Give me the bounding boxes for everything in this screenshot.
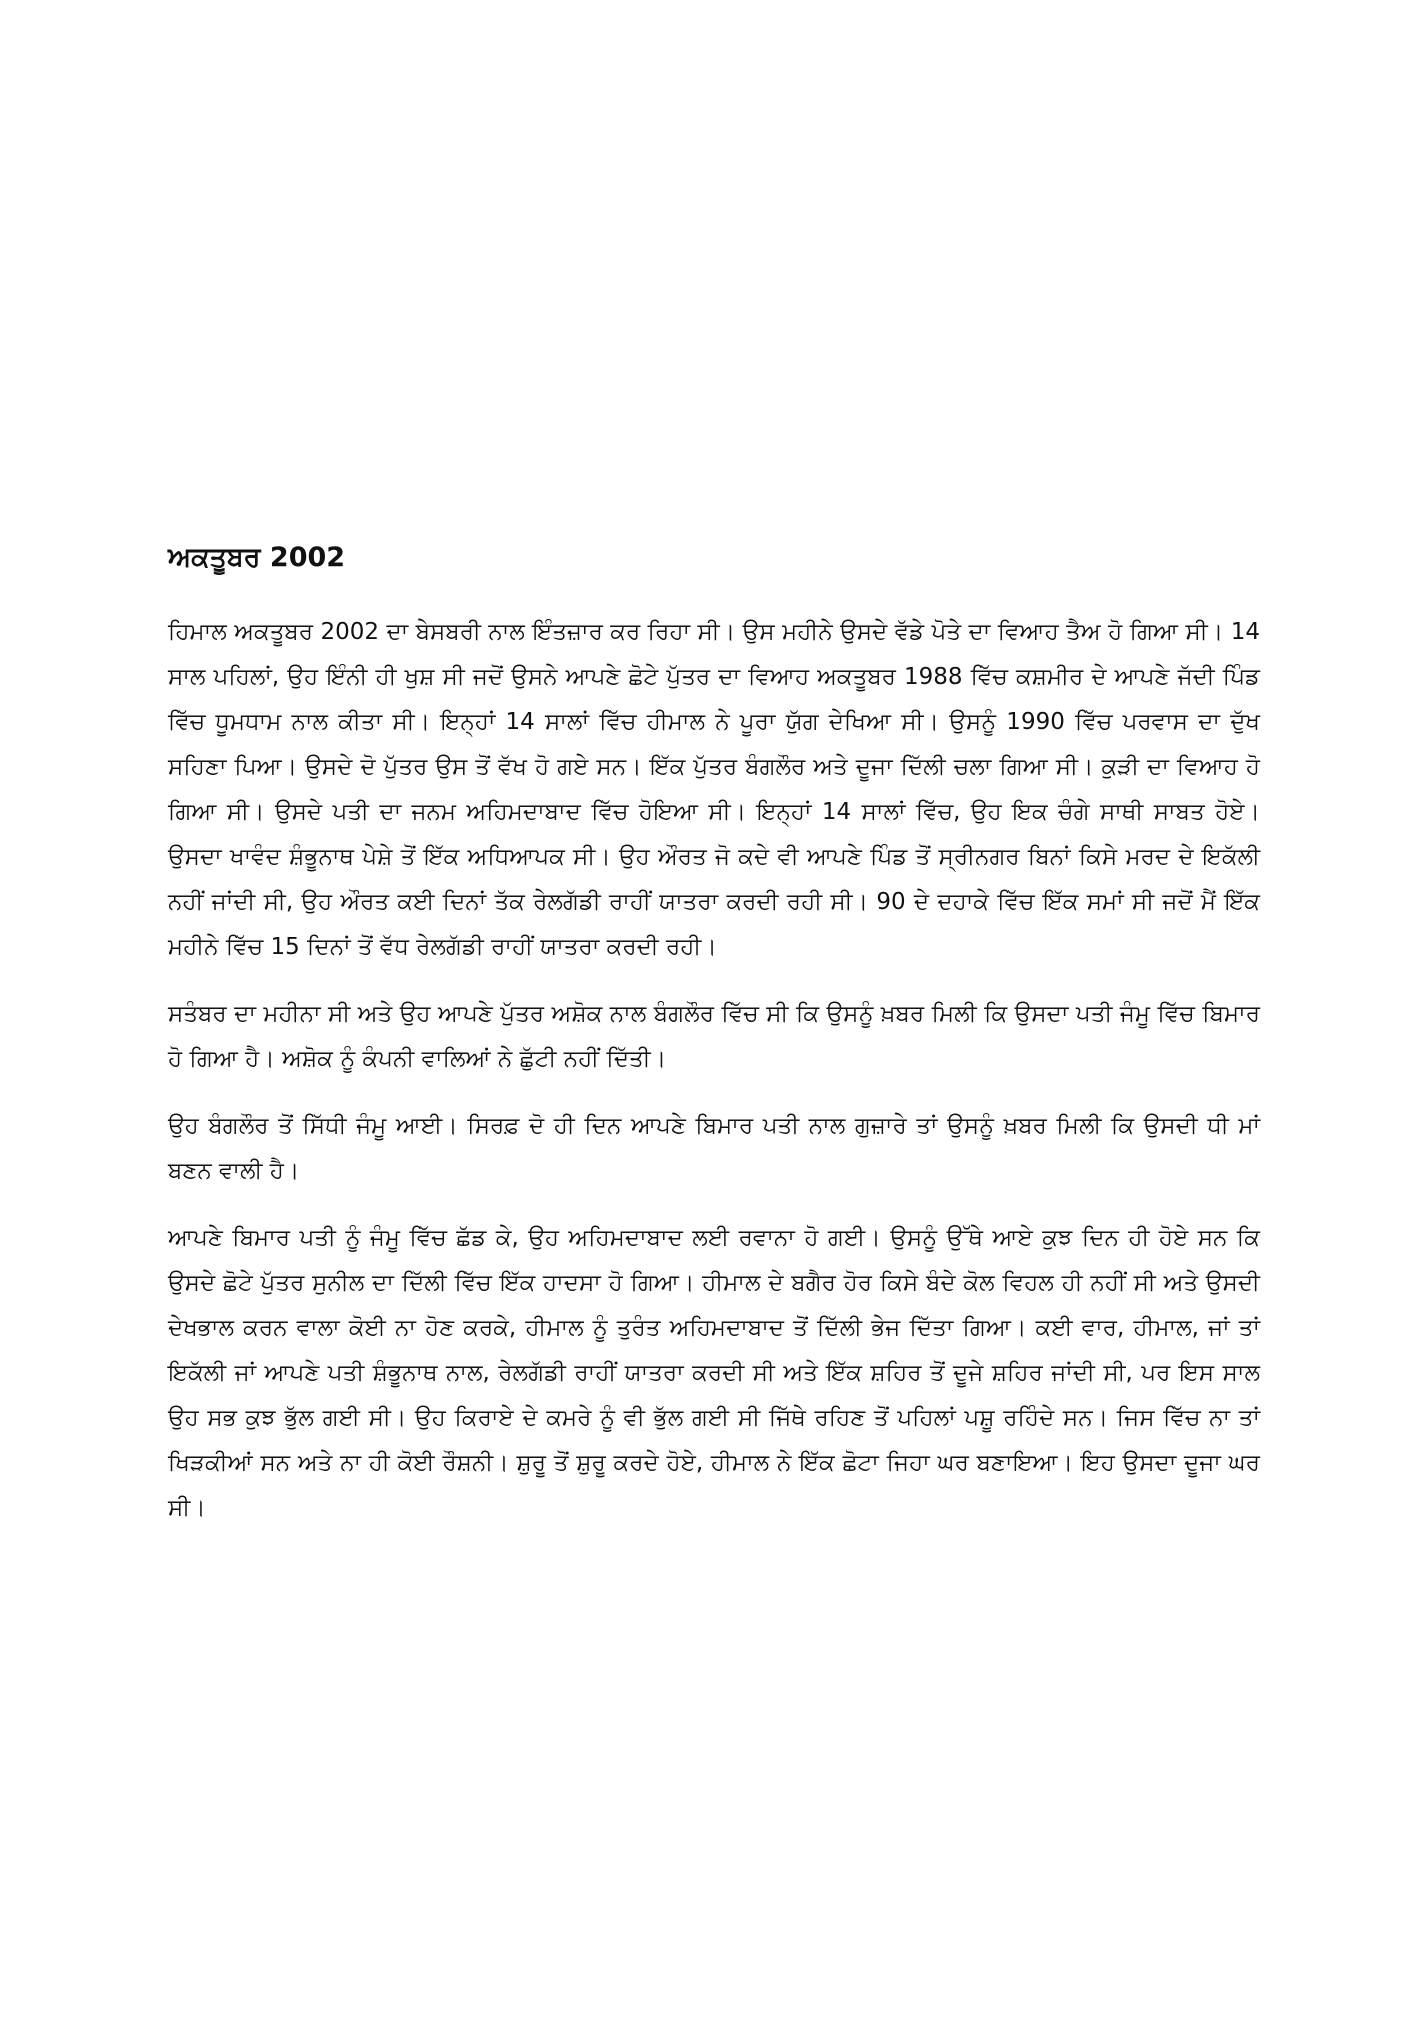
paragraph-2: ਸਤੰਬਰ ਦਾ ਮਹੀਨਾ ਸੀ ਅਤੇ ਉਹ ਆਪਣੇ ਪੁੱਤਰ ਅਸ਼ੋਕ ਨਾਲ ਬੰਗਲੌਰ ਵਿੱਚ ਸੀ ਕਿ ਉਸਨੂੰ ਖ਼ਬਰ ਮਿਲੀ ਕਿ ਉਸਦਾ ਪਤੀ ਜੰਮੂ ਵਿੱਚ ਬਿਮਾਰ ਹੋ ਗਿਆ ਹੈ। ਅਸ਼ੋਕ ਨੂੰ ਕੰਪਨੀ ਵਾਲਿਆਂ ਨੇ ਛੁੱਟੀ ਨਹੀਂ ਦਿੱਤੀ। [168,1001,1260,1072]
paragraph-4: ਆਪਣੇ ਬਿਮਾਰ ਪਤੀ ਨੂੰ ਜੰਮੂ ਵਿੱਚ ਛੱਡ ਕੇ, ਉਹ ਅਹਿਮਦਾਬਾਦ ਲਈ ਰਵਾਨਾ ਹੋ ਗਈ। ਉਸਨੂੰ ਉੱਥੇ ਆਏ ਕੁਝ ਦਿਨ ਹੀ ਹੋਏ ਸਨ ਕਿ ਉਸਦੇ ਛੋਟੇ ਪੁੱਤਰ ਸੁਨੀਲ ਦਾ ਦਿੱਲੀ ਵਿੱਚ ਇੱਕ ਹਾਦਸਾ ਹੋ ਗਿਆ। ਹੀਮਾਲ ਦੇ ਬਗੈਰ ਹੋਰ ਕਿਸੇ ਬੰਦੇ ਕੋਲ ਵਿਹਲ ਹੀ ਨਹੀਂ ਸੀ ਅਤੇ ਉਸਦੀ ਦੇਖਭਾਲ ਕਰਨ ਵਾਲਾ ਕੋਈ ਨਾ ਹੋਣ ਕਰਕੇ, ਹੀਮਾਲ ਨੂੰ ਤੁਰੰਤ ਅਹਿਮਦਾਬਾਦ ਤੋਂ ਦਿੱਲੀ ਭੇਜ ਦਿੱਤਾ ਗਿਆ। ਕਈ ਵਾਰ, ਹੀਮਾਲ, ਜਾਂ ਤਾਂ ਇਕੱਲੀ ਜਾਂ ਆਪਣੇ ਪਤੀ ਸ਼ੰਭੂਨਾਥ ਨਾਲ, ਰੇਲਗੱਡੀ ਰਾਹੀਂ ਯਾਤਰਾ ਕਰਦੀ ਸੀ ਅਤੇ ਇੱਕ ਸ਼ਹਿਰ ਤੋਂ ਦੂਜੇ ਸ਼ਹਿਰ ਜਾਂਦੀ ਸੀ, ਪਰ ਇਸ ਸਾਲ ਉਹ ਸਭ ਕੁਝ ਭੁੱਲ ਗਈ ਸੀ। ਉਹ ਕਿਰਾਏ ਦੇ ਕਮਰੇ ਨੂੰ ਵੀ ਭੁੱਲ ਗਈ ਸੀ ਜਿੱਥੇ ਰਹਿਣ ਤੋਂ ਪਹਿਲਾਂ ਪਸ਼ੂ ਰਹਿੰਦੇ ਸਨ। ਜਿਸ ਵਿੱਚ ਨਾ ਤਾਂ ਖਿੜਕੀਆਂ ਸਨ ਅਤੇ ਨਾ ਹੀ ਕੋਈ ਰੌਸ਼ਨੀ। ਸ਼ੁਰੂ ਤੋਂ ਸ਼ੁਰੂ ਕਰਦੇ ਹੋਏ, ਹੀਮਾਲ ਨੇ ਇੱਕ ਛੋਟਾ ਜਿਹਾ ਘਰ ਬਣਾਇਆ। ਇਹ ਉਸਦਾ ਦੂਜਾ ਘਰ ਸੀ। [168,1225,1260,1521]
paragraph-3: ਉਹ ਬੰਗਲੌਰ ਤੋਂ ਸਿੱਧੀ ਜੰਮੂ ਆਈ। ਸਿਰਫ਼ ਦੋ ਹੀ ਦਿਨ ਆਪਣੇ ਬਿਮਾਰ ਪਤੀ ਨਾਲ ਗੁਜ਼ਾਰੇ ਤਾਂ ਉਸਨੂੰ ਖ਼ਬਰ ਮਿਲੀ ਕਿ ਉਸਦੀ ਧੀ ਮਾਂ ਬਣਨ ਵਾਲੀ ਹੈ। [168,1113,1260,1184]
chapter-heading: ਅਕਤੂਬਰ 2002 [168,542,346,573]
document-body [168,538,1260,1553]
paragraph-1: ਹਿਮਾਲ ਅਕਤੂਬਰ 2002 ਦਾ ਬੇਸਬਰੀ ਨਾਲ ਇੰਤਜ਼ਾਰ ਕਰ ਰਿਹਾ ਸੀ। ਉਸ ਮਹੀਨੇ ਉਸਦੇ ਵੱਡੇ ਪੋਤੇ ਦਾ ਵਿਆਹ ਤੈਅ ਹੋ ਗਿਆ ਸੀ। 14 ਸਾਲ ਪਹਿਲਾਂ, ਉਹ ਇੰਨੀ ਹੀ ਖੁਸ਼ ਸੀ ਜਦੋਂ ਉਸਨੇ ਆਪਣੇ ਛੋਟੇ ਪੁੱਤਰ ਦਾ ਵਿਆਹ ਅਕਤੂਬਰ 1988 ਵਿੱਚ ਕਸ਼ਮੀਰ ਦੇ ਆਪਣੇ ਜੱਦੀ ਪਿੰਡ ਵਿੱਚ ਧੂਮਧਾਮ ਨਾਲ ਕੀਤਾ ਸੀ। ਇਨ੍ਹਾਂ 14 ਸਾਲਾਂ ਵਿੱਚ ਹੀਮਾਲ ਨੇ ਪੂਰਾ ਯੁੱਗ ਦੇਖਿਆ ਸੀ। ਉਸਨੂੰ 1990 ਵਿੱਚ ਪਰਵਾਸ ਦਾ ਦੁੱਖ ਸਹਿਣਾ ਪਿਆ। ਉਸਦੇ ਦੋ ਪੁੱਤਰ ਉਸ ਤੋਂ ਵੱਖ ਹੋ ਗਏ ਸਨ। ਇੱਕ ਪੁੱਤਰ ਬੰਗਲੌਰ ਅਤੇ ਦੂਜਾ ਦਿੱਲੀ ਚਲਾ ਗਿਆ ਸੀ। ਕੁੜੀ ਦਾ ਵਿਆਹ ਹੋ ਗਿਆ ਸੀ। ਉਸਦੇ ਪਤੀ ਦਾ ਜਨਮ ਅਹਿਮਦਾਬਾਦ ਵਿੱਚ ਹੋਇਆ ਸੀ। ਇਨ੍ਹਾਂ 14 ਸਾਲਾਂ ਵਿੱਚ, ਉਹ ਇਕ ਚੰਗੇ ਸਾਥੀ ਸਾਬਤ ਹੋਏ। ਉਸਦਾ ਖਾਵੰਦ ਸ਼ੰਭੂਨਾਥ ਪੇਸ਼ੇ ਤੋਂ ਇੱਕ ਅਧਿਆਪਕ ਸੀ। ਉਹ ਔਰਤ ਜੋ ਕਦੇ ਵੀ ਆਪਣੇ ਪਿੰਡ ਤੋਂ ਸ੍ਰੀਨਗਰ ਬਿਨਾਂ ਕਿਸੇ ਮਰਦ ਦੇ ਇਕੱਲੀ ਨਹੀਂ ਜਾਂਦੀ ਸੀ, ਉਹ ਔਰਤ ਕਈ ਦਿਨਾਂ ਤੱਕ ਰੇਲਗੱਡੀ ਰਾਹੀਂ ਯਾਤਰਾ ਕਰਦੀ ਰਹੀ ਸੀ। 90 ਦੇ ਦਹਾਕੇ ਵਿੱਚ ਇੱਕ ਸਮਾਂ ਸੀ ਜਦੋਂ ਮੈਂ ਇੱਕ ਮਹੀਨੇ ਵਿੱਚ 15 ਦਿਨਾਂ ਤੋਂ ਵੱਧ ਰੇਲਗੱਡੀ ਰਾਹੀਂ ਯਾਤਰਾ ਕਰਦੀ ਰਹੀ। [168,619,1260,960]
